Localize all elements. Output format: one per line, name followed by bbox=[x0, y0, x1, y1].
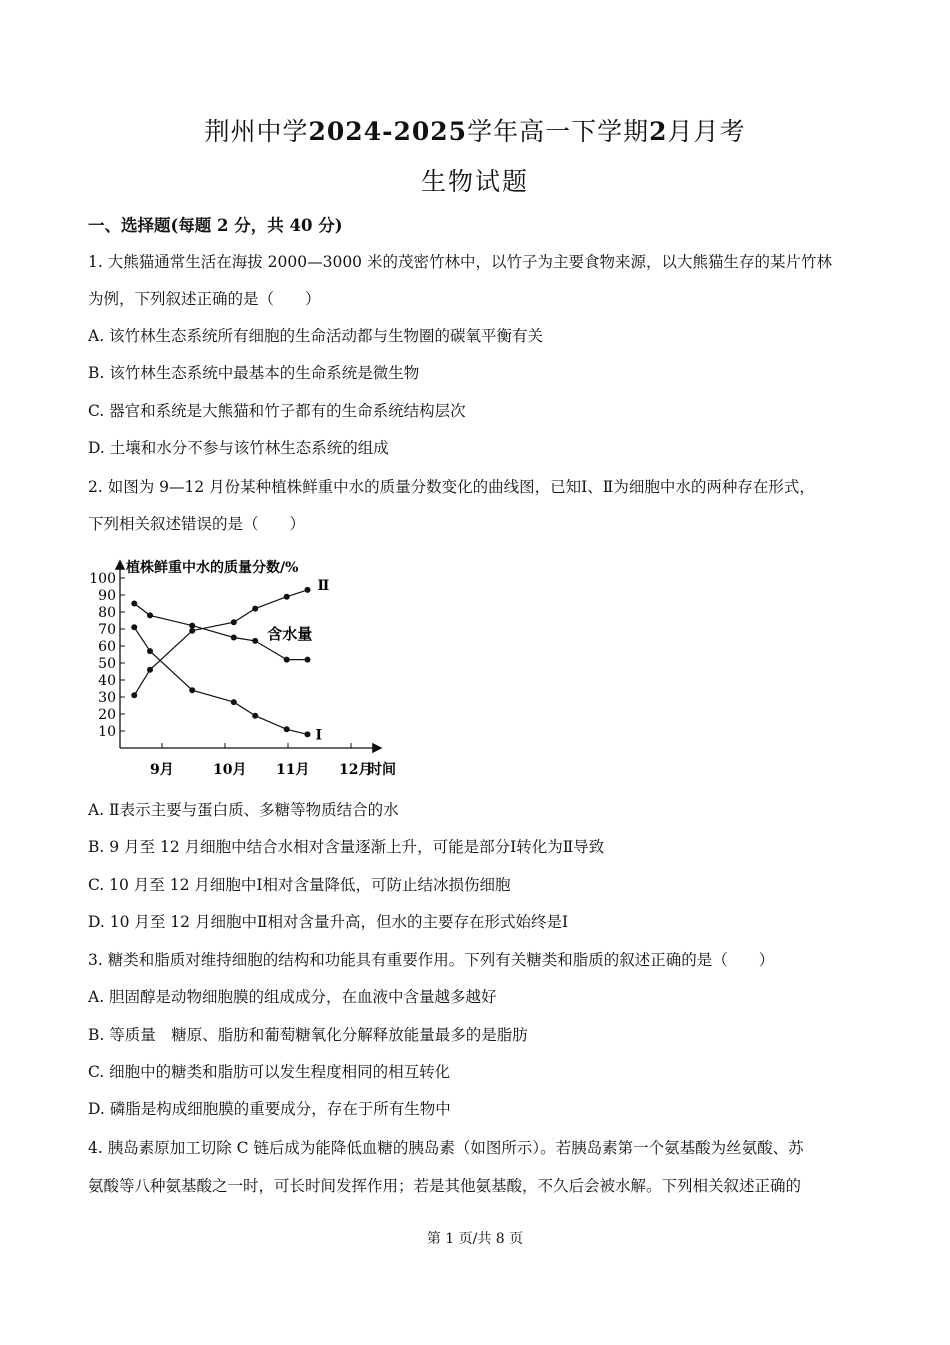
q1-option-d: D. 土壤和水分不参与该竹林生态系统的组成 bbox=[88, 439, 389, 457]
y-tick-label: 40 bbox=[98, 673, 116, 689]
q4-stem-line2: 氨酸等八种氨基酸之一时，可长时间发挥作用；若是其他氨基酸，不久后会被水解。下列相关叙述正确的 bbox=[88, 1177, 802, 1195]
data-point bbox=[284, 657, 290, 663]
section-heading: 一、选择题(每题 2 分，共 40 分) bbox=[88, 216, 343, 235]
x-tick-label: 12月 bbox=[339, 762, 373, 778]
q3-option-a: A. 胆固醇是动物细胞膜的组成成分，在血液中含量越多越好 bbox=[88, 988, 497, 1006]
data-point bbox=[131, 692, 137, 698]
data-point bbox=[305, 731, 311, 737]
data-point bbox=[231, 699, 237, 705]
x-tick-label: 11月 bbox=[276, 762, 310, 778]
title-suffix: 月月考 bbox=[667, 117, 746, 146]
title-prefix: 荆州中学 bbox=[204, 117, 309, 146]
data-point bbox=[231, 635, 237, 641]
data-point bbox=[147, 612, 153, 618]
title-year: 2024-2025 bbox=[308, 117, 468, 146]
y-axis-label: 植株鲜重中水的质量分数/% bbox=[126, 560, 299, 576]
data-point bbox=[231, 619, 237, 625]
data-point bbox=[252, 638, 258, 644]
q1-option-b: B. 该竹林生态系统中最基本的生命系统是微生物 bbox=[88, 364, 420, 382]
y-tick-label: 60 bbox=[98, 639, 116, 655]
q2-option-b: B. 9 月至 12 月细胞中结合水相对含量逐渐上升，可能是部分Ⅰ转化为Ⅱ导致 bbox=[88, 838, 605, 856]
y-tick-label: 30 bbox=[98, 690, 116, 706]
y-tick-label: 10 bbox=[98, 724, 116, 740]
q1-stem-line1: 1. 大熊猫通常生活在海拔 2000—3000 米的茂密竹林中，以竹子为主要食物来源，以大熊猫生存的某片竹林 bbox=[88, 253, 832, 271]
q3-option-d: D. 磷脂是构成细胞膜的重要成分，存在于所有生物中 bbox=[88, 1100, 451, 1118]
data-point bbox=[131, 601, 137, 607]
title-num: 2 bbox=[649, 117, 668, 146]
y-tick-label: 70 bbox=[98, 622, 116, 638]
q2-option-a: A. Ⅱ表示主要与蛋白质、多糖等物质结合的水 bbox=[88, 801, 399, 819]
page-subtitle: 生物试题 bbox=[420, 167, 529, 196]
q2-option-d: D. 10 月至 12 月细胞中Ⅱ相对含量升高，但水的主要存在形式始终是Ⅰ bbox=[88, 913, 569, 931]
chart-svg bbox=[88, 550, 418, 785]
series-line-1 bbox=[134, 627, 307, 734]
data-point bbox=[305, 587, 311, 593]
page-footer: 第 1 页/共 8 页 bbox=[426, 1231, 524, 1247]
q2-stem-line1: 2. 如图为 9—12 月份某种植株鲜重中水的质量分数变化的曲线图，已知Ⅰ、Ⅱ为细胞中水的两种存在形式， bbox=[88, 478, 815, 496]
series-label: Ⅱ bbox=[317, 577, 330, 594]
page-title bbox=[0, 112, 950, 148]
y-tick-label: 50 bbox=[98, 656, 116, 672]
q1-option-c: C. 器官和系统是大熊猫和竹子都有的生命系统结构层次 bbox=[88, 402, 466, 420]
data-point bbox=[189, 623, 195, 629]
q1-stem-line2: 为例，下列叙述正确的是（ ） bbox=[88, 290, 321, 308]
title-mid: 学年高一下学期 bbox=[467, 117, 650, 146]
x-axis-label: 时间 bbox=[368, 762, 396, 778]
data-point bbox=[147, 648, 153, 654]
q2-option-c: C. 10 月至 12 月细胞中Ⅰ相对含量降低，可防止结冰损伤细胞 bbox=[88, 876, 511, 894]
q3-stem: 3. 糖类和脂质对维持细胞的结构和功能具有重要作用。下列有关糖类和脂质的叙述正确的是（ ） bbox=[88, 951, 775, 969]
water-content-chart bbox=[88, 550, 418, 785]
q1-option-a: A. 该竹林生态系统所有细胞的生命活动都与生物圈的碳氧平衡有关 bbox=[88, 327, 544, 345]
q3-option-b: B. 等质量 糖原、脂肪和葡萄糖氧化分解释放能量最多的是脂肪 bbox=[88, 1026, 528, 1044]
data-point bbox=[252, 713, 258, 719]
data-point bbox=[189, 687, 195, 693]
y-tick-label: 20 bbox=[98, 707, 116, 723]
data-point bbox=[284, 726, 290, 732]
y-tick-label: 100 bbox=[89, 571, 116, 587]
data-point bbox=[284, 594, 290, 600]
q3-option-c: C. 细胞中的糖类和脂肪可以发生程度相同的相互转化 bbox=[88, 1063, 451, 1081]
data-point bbox=[147, 667, 153, 673]
series-label: Ⅰ bbox=[315, 727, 323, 744]
series-label: 含水量 bbox=[267, 624, 313, 643]
q2-stem-line2: 下列相关叙述错误的是（ ） bbox=[88, 515, 306, 533]
data-point bbox=[252, 606, 258, 612]
y-tick-label: 80 bbox=[98, 605, 116, 621]
data-point bbox=[131, 624, 137, 630]
x-tick-label: 10月 bbox=[213, 762, 247, 778]
x-tick-label: 9月 bbox=[150, 762, 174, 778]
q4-stem-line1: 4. 胰岛素原加工切除 C 链后成为能降低血糖的胰岛素（如图所示）。若胰岛素第一个氨基酸为丝氨酸、苏 bbox=[88, 1139, 804, 1157]
y-tick-label: 90 bbox=[98, 588, 116, 604]
data-point bbox=[189, 628, 195, 634]
data-point bbox=[305, 657, 311, 663]
